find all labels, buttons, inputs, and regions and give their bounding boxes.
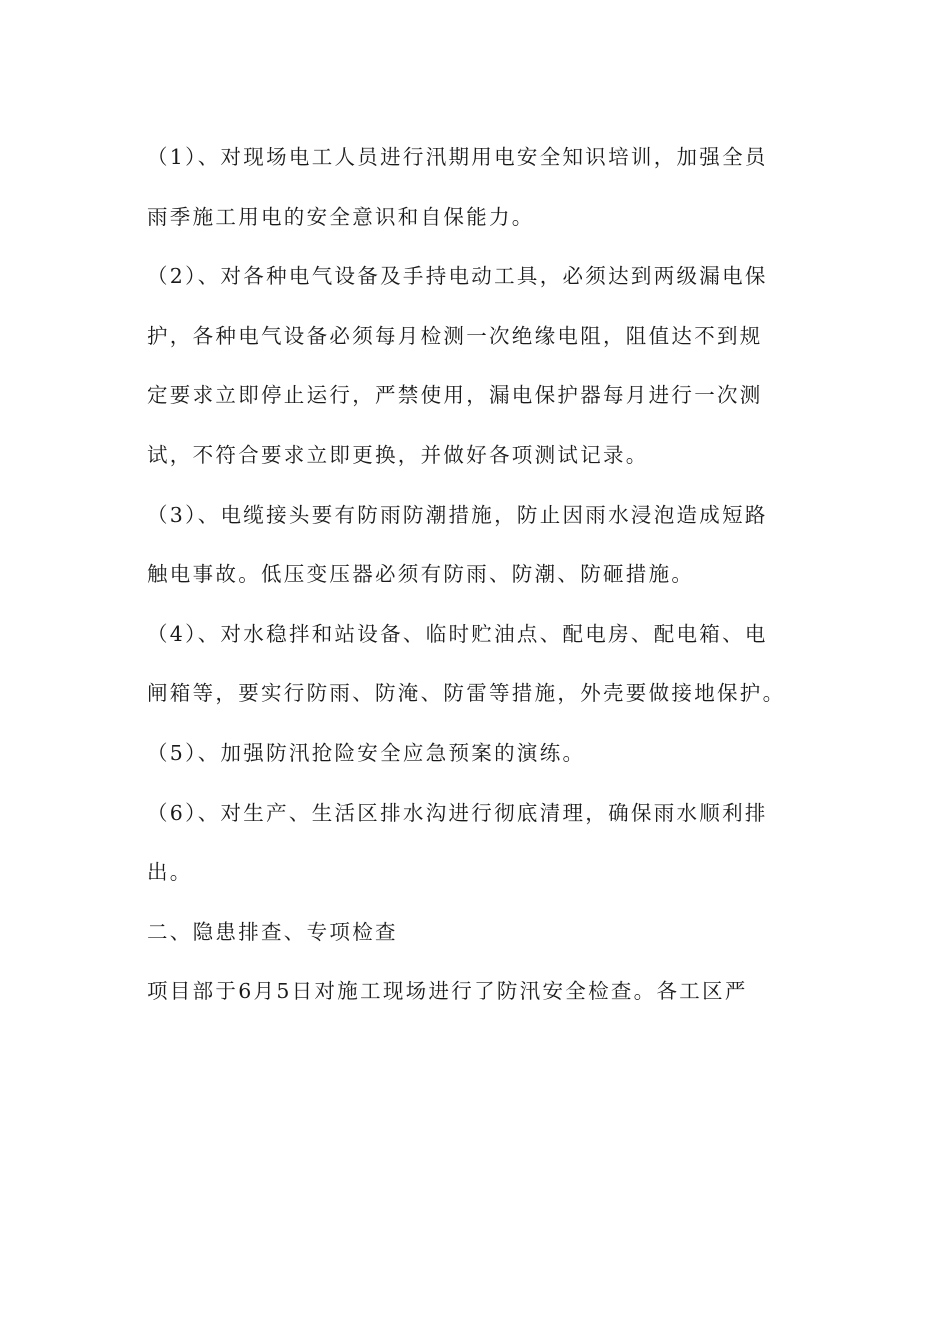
- text-line-8: 触电事故。低压变压器必须有防雨、防潮、防砸措施。: [147, 562, 695, 587]
- text-line-4: 护，各种电气设备必须每月检测一次绝缘电阻，阻值达不到规: [147, 323, 763, 348]
- text-line-13: 出。: [147, 860, 193, 885]
- text-line-15: 项目部于6月5日对施工现场进行了防汛安全检查。各工区严: [147, 979, 748, 1004]
- text-line-1: （1）、对现场电工人员进行汛期用电安全知识培训，加强全员: [147, 145, 768, 169]
- text-line-6: 试，不符合要求立即更换，并做好各项测试记录。: [147, 442, 649, 467]
- text-line-9: （4）、对水稳拌和站设备、临时贮油点、配电房、配电箱、电: [147, 621, 768, 646]
- text-line-11: （5）、加强防汛抢险安全应急预案的演练。: [147, 740, 586, 765]
- text-line-5: 定要求立即停止运行，严禁使用，漏电保护器每月进行一次测: [147, 383, 763, 408]
- document-body: [147, 128, 817, 1022]
- text-line-12: （6）、对生产、生活区排水沟进行彻底清理，确保雨水顺利排: [147, 800, 768, 825]
- text-line-7: （3）、电缆接头要有防雨防潮措施，防止因雨水浸泡造成短路: [147, 502, 768, 527]
- section-heading: 二、隐患排查、专项检查: [147, 919, 398, 944]
- text-line-2: 雨季施工用电的安全意识和自保能力。: [147, 204, 535, 229]
- text-line-3: （2）、对各种电气设备及手持电动工具，必须达到两级漏电保: [147, 264, 768, 289]
- text-line-10: 闸箱等，要实行防雨、防淹、防雷等措施，外壳要做接地保护。: [147, 681, 786, 706]
